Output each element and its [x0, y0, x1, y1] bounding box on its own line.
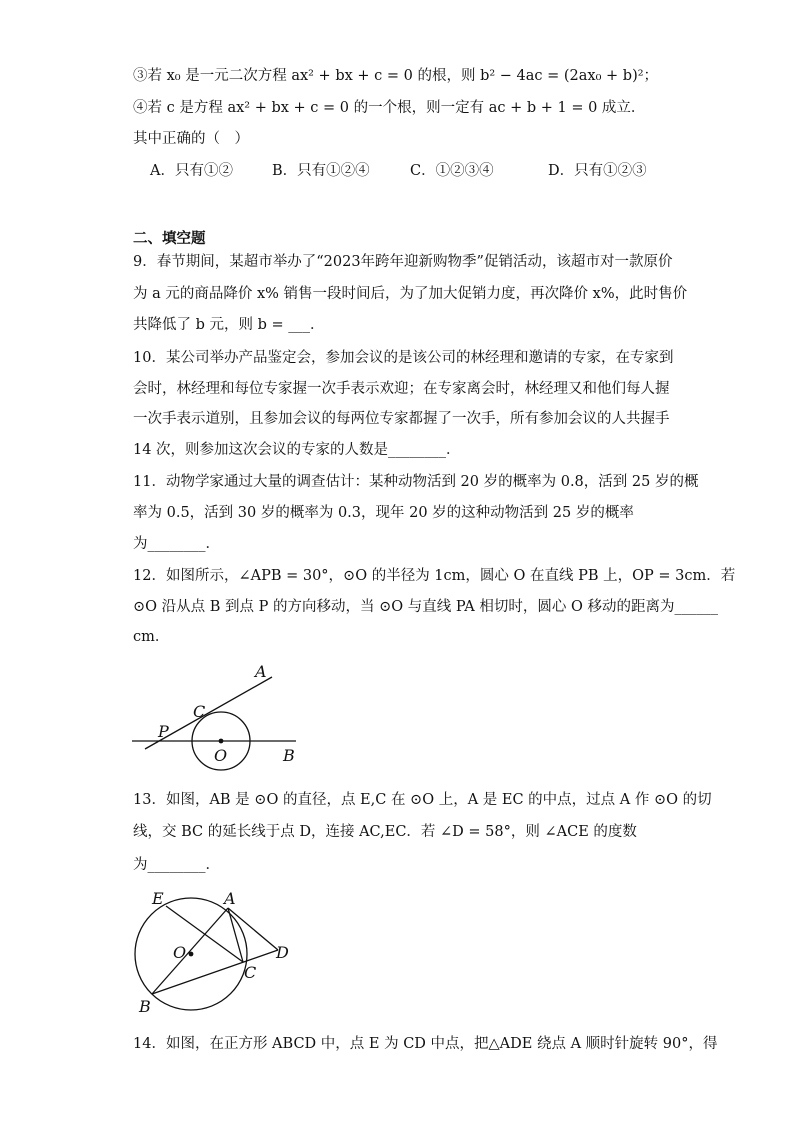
section-title: 二、填空题 — [133, 230, 206, 247]
label-c: C — [244, 963, 257, 982]
q8-statement-3: ③若 x₀ 是一元二次方程 ax² + bx + c = 0 的根，则 b² − 4ac = (2ax₀ + b)²； — [133, 68, 659, 84]
label-c: C — [193, 702, 206, 721]
q8-option-a: A．只有①② — [150, 163, 233, 179]
q12-figure — [120, 655, 320, 780]
q9-line-3: 共降低了 b 元，则 b = ___． — [133, 317, 325, 333]
label-a: A — [255, 662, 267, 681]
q13-figure — [128, 886, 298, 1021]
q8-option-d: D．只有①②③ — [548, 163, 647, 179]
q13-line-2: 线，交 BC 的延长线于点 D，连接 AC,EC．若 ∠D = 58°，则 ∠ACE 的度数 — [133, 824, 637, 840]
q11-line-3: 为________． — [133, 536, 220, 552]
q11-line-2: 率为 0.5，活到 30 岁的概率为 0.3，现年 20 岁的这种动物活到 25 岁的概率 — [133, 505, 634, 521]
q10-line-1: 10．某公司举办产品鉴定会，参加会议的是该公司的林经理和邀请的专家，在专家到 — [133, 350, 674, 366]
q11-line-1: 11．动物学家通过大量的调查估计：某种动物活到 20 岁的概率为 0.8，活到 25 岁的概 — [133, 474, 699, 490]
q9-line-1: 9．春节期间，某超市举办了“2023年跨年迎新购物季”促销活动，该超市对一款原价 — [133, 254, 673, 270]
q8-option-b: B．只有①②④ — [272, 163, 370, 179]
q14-line-1: 14．如图，在正方形 ABCD 中，点 E 为 CD 中点，把△ADE 绕点 A 顺时针旋转 90°，得 — [133, 1036, 718, 1052]
q12-line-2: ⊙O 沿从点 B 到点 P 的方向移动，当 ⊙O 与直线 PA 相切时，圆心 O 移动的距离为______ — [133, 599, 718, 615]
label-b: B — [283, 746, 295, 765]
label-b: B — [139, 997, 151, 1016]
center-dot-o — [219, 739, 224, 744]
label-p: P — [158, 722, 169, 741]
q10-line-4: 14 次，则参加这次会议的专家的人数是________． — [133, 442, 461, 458]
label-e: E — [152, 889, 164, 908]
q9-line-2: 为 a 元的商品降价 x% 销售一段时间后，为了加大促销力度，再次降价 x%，此时售价 — [133, 286, 688, 302]
q12-line-1: 12．如图所示，∠APB = 30°，⊙O 的半径为 1cm，圆心 O 在直线 PB 上，OP = 3cm．若 — [133, 568, 736, 584]
tangent-ad — [228, 908, 278, 950]
q8-prompt: 其中正确的（ ） — [133, 131, 249, 147]
q8-option-c: C．①②③④ — [410, 163, 494, 179]
chord-ac — [228, 908, 243, 962]
q12-line-3: cm． — [133, 629, 170, 645]
label-o: O — [214, 746, 228, 765]
q13-line-3: 为________． — [133, 857, 220, 873]
q13-line-1: 13．如图，AB 是 ⊙O 的直径，点 E,C 在 ⊙O 上，A 是 EC 的中点，过点 A 作 ⊙O 的切 — [133, 792, 712, 808]
q10-line-2: 会时，林经理和每位专家握一次手表示欢迎；在专家离会时，林经理又和他们每人握 — [133, 381, 670, 397]
q10-line-3: 一次手表示道别，且参加会议的每两位专家都握了一次手，所有参加会议的人共握手 — [133, 411, 670, 427]
q8-statement-4: ④若 c 是方程 ax² + bx + c = 0 的一个根，则一定有 ac + b + 1 = 0 成立． — [133, 100, 646, 116]
label-a: A — [224, 889, 236, 908]
center-dot-o — [189, 952, 194, 957]
label-d: D — [276, 943, 289, 962]
label-o: O — [173, 943, 187, 962]
